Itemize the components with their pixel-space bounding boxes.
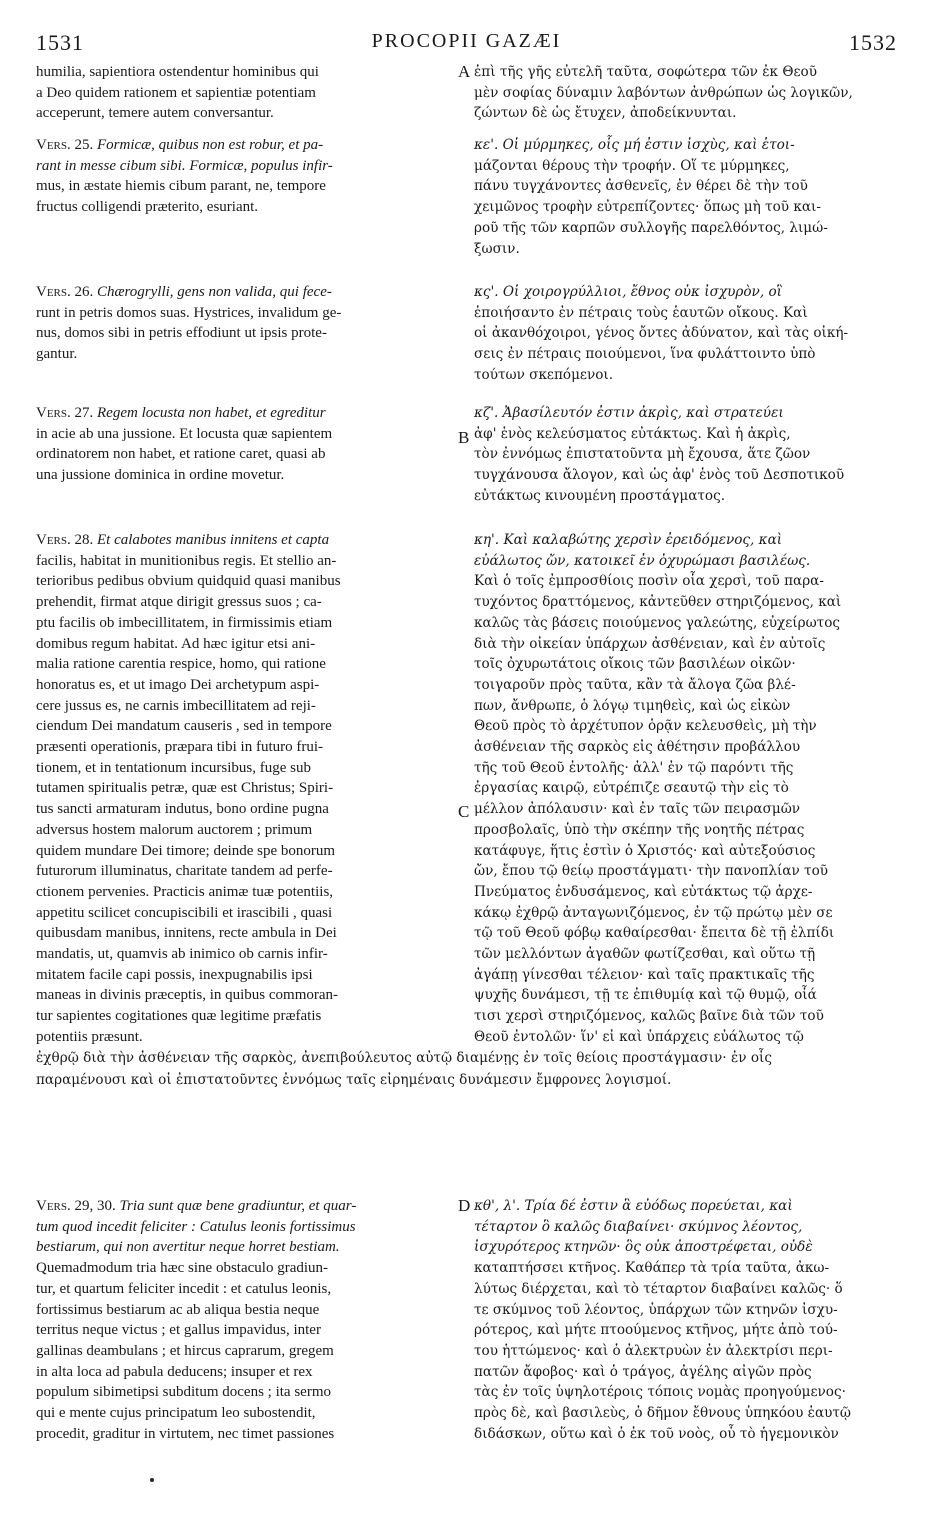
latin-line: runt in petris domos suas. Hystrices, invalidum ge-	[36, 304, 342, 321]
latin-line: Quemadmodum tria hæc sine obstaculo gradiun-	[36, 1260, 329, 1277]
latin-line: fructus colligendi præterito, esuriant.	[36, 199, 259, 216]
greek-line: τοιγαροῦν πρὸς ταῦτα, κἂν τὰ ἄλογα ζῶα βλέ-	[474, 676, 796, 693]
latin-line: tum quod incedit feliciter : Catulus leonis fortissimus	[36, 1218, 356, 1235]
latin-line: acceperunt, temere autem conversantur.	[36, 105, 274, 122]
latin-line: territus neque victus ; et gallus impavidus, inter	[36, 1322, 321, 1339]
greek-line: ἀγάπῃ γίνεσθαι τέλειον· καὶ ταῖς πρακτικαῖς τῆς	[474, 966, 815, 983]
latin-line: futurorum illuminatus, charitate tandem ad perfe-	[36, 863, 333, 880]
greek-verse-28	[474, 530, 894, 1048]
greek-line: Καὶ ὁ τοῖς ἐμπροσθίοις ποσὶν οἷα χερσὶ, τοῦ παρα-	[474, 573, 824, 590]
lemma-text: Chærogrylli, gens non valida, qui fece-	[93, 284, 332, 300]
verse-label: Vers. 25.	[36, 137, 94, 153]
greek-lemma-line: κη'. Καὶ καλαβώτης χερσὶν ἐρειδόμενος, καὶ	[474, 532, 783, 548]
margin-marker-c: C	[458, 802, 470, 821]
latin-line: gantur.	[36, 346, 78, 363]
latin-line: in alta loca ad pabula deducens; insuper et rex	[36, 1363, 313, 1380]
greek-line: κατάφυγε, ἥτις ἐστὶν ὁ Χριστός· καὶ αὐτεξούσιος	[474, 842, 816, 859]
greek-line: σεις ἐν πέτραις ποιούμενοι, ἵνα φυλάττοιντο ὑπὸ	[474, 346, 816, 363]
page-number-right: 1532	[849, 30, 897, 55]
latin-line: ciendum Dei mandatum causeris , sed in tempore	[36, 718, 332, 735]
greek-line: πατῶν ἄφοβος· καὶ ὁ τράγος, ἀγέλης αἰγῶν πρὸς	[474, 1363, 812, 1380]
greek-lemma-line: εὐάλωτος ὤν, κατοικεῖ ἐν ὀχυρώμασι βασιλέως.	[474, 552, 811, 569]
greek-line: ξωσιν.	[474, 240, 520, 257]
latin-line: ordinatorem non habet, et ratione caret, quasi ab	[36, 446, 326, 463]
latin-line: qui e mente cujus principatum leo subostendit,	[36, 1405, 316, 1422]
latin-line: appetitu scilicet concupiscibili et irascibili , quasi	[36, 904, 333, 921]
latin-line: gallinas deambulans ; et hircus caprarum, gregem	[36, 1342, 334, 1359]
greek-verse-25	[474, 135, 894, 259]
lemma-text: Formicæ, quibus non est robur, et pa-	[93, 137, 324, 153]
greek-line: λύτως διέρχεται, καὶ τὸ τέταρτον διαβαίνει καλῶς· ὅ	[474, 1280, 843, 1297]
latin-line: ptu facilis ob imbecillitatem, in firmissimis etiam	[36, 614, 333, 631]
latin-line: tur sapientes cogitationes quæ legitime præfatis	[36, 1008, 322, 1025]
greek-line: προσβολαῖς, ὑπὸ τὴν σκέπην τῆς νοητῆς πέτρας	[474, 821, 805, 838]
greek-line: μέλλον ἀπόλαυσιν· καὶ ἐν ταῖς τῶν πειρασμῶν	[474, 801, 801, 818]
greek-line: του ἡττώμενος· καὶ ὁ ἀλεκτρυὼν ἐν ἀλεκτρίσι περι-	[474, 1342, 833, 1359]
latin-line: præsenti operationis, præpara tibi in futuro frui-	[36, 739, 324, 756]
latin-line: facilis, habitat in munitionibus regis. Et stellio an-	[36, 552, 337, 569]
greek-line: τοῖς ὀχυρωτάτοις οἴκοις τῶν βασιλέων οἰκῶν·	[474, 656, 796, 673]
greek-line: πων, ἄνθρωπε, ὁ λόγῳ τιμηθεὶς, καὶ ὡς εἰκὼν	[474, 697, 791, 714]
greek-line: διὰ τὴν οἰκείαν ὑπάρχων ἀσθένειαν, καὶ ἐν αὐτοῖς	[474, 635, 826, 652]
greek-verse-27	[474, 403, 894, 507]
latin-verse-29-30	[36, 1196, 454, 1444]
latin-block-intro	[36, 62, 454, 124]
greek-line: τὰς ἐν τοῖς ὑψηλοτέροις τόποις νομὰς προηγούμενος·	[474, 1384, 846, 1401]
latin-line: malia ratione carentia respice, homo, qui ratione	[36, 656, 326, 673]
greek-lemma-line: κε'. Οἱ μύρμηκες, οἷς μή ἐστιν ἰσχὺς, καὶ ἑτοι-	[474, 137, 795, 153]
greek-line: τῶν μελλόντων ἀγαθῶν φωτίζεσθαι, καὶ οὕτω τῇ	[474, 946, 816, 963]
verse-label: Vers. 27.	[36, 405, 94, 421]
greek-line: τῷ τοῦ Θεοῦ φόβῳ καθαίρεσθαι· ἔπειτα δὲ τῇ ἐλπίδι	[474, 925, 835, 942]
greek-line: τισι χερσὶ στηριζόμενος, καλῶς βαῖνε διὰ τῶν τοῦ	[474, 1008, 824, 1025]
latin-line: tus sancti armaturam indutus, bono ordine pugna	[36, 801, 329, 818]
lemma-text: Et calabotes manibus innitens et capta	[93, 532, 330, 548]
running-title: PROCOPII GAZÆI	[371, 30, 562, 52]
lemma-text: Regem locusta non habet, et egreditur	[93, 405, 326, 421]
greek-verse-29-30	[474, 1196, 894, 1444]
greek-line: ἐπὶ τῆς γῆς εὐτελῆ ταῦτα, σοφώτερα τῶν ἐκ Θεοῦ	[474, 64, 817, 80]
verse-label: Vers. 28.	[36, 532, 94, 548]
latin-line: procedit, graditur in virtutem, nec timet passiones	[36, 1425, 335, 1442]
latin-line: domibus regum habitat. Ad hæc igitur etsi ani-	[36, 635, 316, 652]
greek-line: χειμῶνος τροφὴν εὐτρεπίζοντες· ὅπως μὴ τοῦ και-	[474, 199, 821, 216]
greek-line: ρότερος, καὶ μήτε πτοούμενος κτῆνος, μήτε ἀπὸ τού-	[474, 1322, 838, 1339]
greek-line: τυχόντος δραττόμενος, κἀντεῦθεν στηριζόμενος, καὶ	[474, 594, 842, 611]
latin-line: nus, domos sibi in petris effodiunt ut ipsis prote-	[36, 325, 327, 342]
greek-lemma-line: κς'. Οἱ χοιρογρύλλιοι, ἔθνος οὐκ ἰσχυρὸν, οἳ	[474, 284, 782, 300]
greek-line: ἀφ' ἑνὸς κελεύσματος εὐτάκτως. Καὶ ἡ ἀκρὶς,	[474, 425, 791, 442]
page-number-left: 1531	[36, 30, 84, 55]
greek-line: οἱ ἀκανθόχοιροι, γένος ὄντες ἀδύνατον, καὶ τὰς οἰκή-	[474, 325, 849, 342]
greek-line: καταπτήσσει κτῆνος. Καθάπερ τὰ τρία ταῦτα, ἀκω-	[474, 1260, 830, 1277]
latin-line: in acie ab una jussione. Et locusta quæ sapientem	[36, 425, 333, 442]
greek-line: μάζονται θέρους τὴν τροφήν. Οἵ τε μύρμηκες,	[474, 157, 790, 174]
greek-verse-26	[474, 282, 894, 386]
latin-line: bestiarum, qui non avertitur neque horret bestiam.	[36, 1239, 340, 1256]
greek-line: διδάσκων, οὕτω καὶ ὁ ἐκ τοῦ νοὸς, οὗ τὸ ἡγεμονικὸν	[474, 1425, 839, 1442]
latin-line: populum sibimetipsi subditum docens ; ita sermo	[36, 1384, 331, 1401]
greek-line: ψυχῆς δυνάμεσι, τῇ τε ἐπιθυμίᾳ καὶ τῷ θυμῷ, οἷά	[474, 987, 817, 1004]
greek-line: τῆς τοῦ Θεοῦ ἐντολῆς· ἀλλ' ἐν τῷ παρόντι τῆς	[474, 759, 794, 776]
greek-line: τὸν ἐννόμως ἐπιστατοῦντα μὴ ἔχουσα, ἅτε ζῶον	[474, 446, 811, 463]
latin-line: mus, in æstate hiemis cibum parant, ne, tempore	[36, 178, 326, 195]
latin-line: ctionem pervenies. Practicis animæ tuæ potentiis,	[36, 883, 334, 900]
latin-line: quibusdam manibus, innitens, recte ambula in Dei	[36, 925, 337, 942]
greek-line: πρὸς δὲ, καὶ βασιλεὺς, ὁ δῆμον ἔθνους ὑπηκόου ἑαυτῷ	[474, 1405, 852, 1422]
greek-line: κάκῳ ἐχθρῷ ἀνταγωνιζόμενος, ἐν τῷ πρώτῳ μὲν σε	[474, 904, 833, 921]
greek-line: Πνεύματος ἐνδυσάμενος, καὶ εὐτάκτως τῷ ἀρχε-	[474, 883, 813, 900]
latin-line: potentiis præsunt.	[36, 1028, 143, 1045]
greek-block-intro	[474, 62, 894, 124]
greek-lemma-line: τέταρτον ὃ καλῶς διαβαίνει· σκύμνος λέοντος,	[474, 1218, 803, 1235]
latin-line: fortissimus bestiarum ac ab aliqua bestia neque	[36, 1301, 320, 1318]
lemma-text: Tria sunt quæ bene gradiuntur, et quar-	[115, 1198, 357, 1214]
spanning-line: ἐχθρῷ διὰ τὴν ἀσθένειαν τῆς σαρκὸς, ἀνεπιβούλευτος αὐτῷ διαμένῃς ἐν τοῖς θείοις προστάγμασιν· ἐν οἷς	[36, 1050, 772, 1066]
greek-line: ὤν, ἔπου τῷ θείῳ προστάγματι· τὴν πανοπλίαν τοῦ	[474, 863, 829, 880]
spanning-line: παραμένουσι καὶ οἱ ἐπιστατοῦντες ἐννόμως ταῖς εἰρημέναις δυνάμεσιν ἔμφρονες λογισμοί.	[36, 1072, 672, 1088]
greek-line: ροῦ τῆς τῶν καρπῶν συλλογῆς παρελθόντος, λιμώ-	[474, 219, 828, 236]
latin-line: tionem, et in tentationum incursibus, fuge sub	[36, 759, 311, 776]
greek-lemma-line: ἰσχυρότερος κτηνῶν· ὃς οὐκ ἀποστρέφεται, οὐδὲ	[474, 1239, 813, 1256]
latin-line: quidem mundare Dei timore; deinde spe bonorum	[36, 842, 336, 859]
latin-line: una jussione dominica in ordine movetur.	[36, 467, 285, 484]
greek-line: τυγχάνουσα ἄλογον, καὶ ὡς ἀφ' ἑνὸς τοῦ Δεσποτικοῦ	[474, 467, 845, 484]
latin-line: mandatis, ut, quamvis ab inimico ob carnis infir-	[36, 946, 328, 963]
margin-marker-a: A	[458, 62, 471, 81]
greek-line: Θεοῦ ἐντολῶν· ἵν' εἰ καὶ ὑπάρχεις εὐάλωτος τῷ	[474, 1028, 804, 1045]
margin-marker-d: D	[458, 1196, 471, 1215]
latin-line: tur, et quartum feliciter incedit : et catulus leonis,	[36, 1280, 332, 1297]
verse-label: Vers. 29, 30.	[36, 1198, 116, 1214]
latin-line: prehendit, firmat atque dirigit gressus suos ; ca-	[36, 594, 322, 611]
greek-line: πάνυ τυγχάνοντες ἀσθενεῖς, ἐν θέρει δὲ τὴν τοῦ	[474, 178, 808, 195]
greek-line: τε σκύμνος τοῦ λέοντος, ὑπάρχων τῶν κτηνῶν ἰσχυ-	[474, 1301, 838, 1318]
latin-line: maneas in divinis præceptis, in quibus commoran-	[36, 987, 339, 1004]
latin-verse-27	[36, 403, 454, 486]
latin-line: adversus hostem malorum auctorem ; primum	[36, 821, 313, 838]
latin-line: terioribus pedibus obvium quidquid quasi manibus	[36, 573, 341, 590]
greek-line: ἐργασίας καιρῷ, εὐτρέπιζε σεαυτῷ τὴν εἰς τὸ	[474, 780, 789, 797]
greek-line: εὐτάκτως κινουμένη προστάγματος.	[474, 487, 726, 504]
verse-label: Vers. 26.	[36, 284, 94, 300]
latin-line: rant in messe cibum sibi. Formicæ, populus infir-	[36, 157, 333, 174]
latin-verse-28	[36, 530, 454, 1048]
latin-line: mitatem facile capi possis, inexpugnabilis ipsi	[36, 966, 313, 983]
print-speck	[150, 1478, 154, 1482]
latin-verse-25	[36, 135, 454, 218]
margin-marker-b: B	[458, 428, 470, 447]
latin-line: honoratus es, et ut imago Dei archetypum aspi-	[36, 676, 320, 693]
latin-line: tutamen spiritualis petræ, quæ est Christus; Spiri-	[36, 780, 334, 797]
latin-verse-26	[36, 282, 454, 365]
latin-line: cere jussus es, ne carnis imbecillitatem ad reji-	[36, 697, 316, 714]
page-header	[36, 30, 897, 56]
greek-line: Θεοῦ πρὸς τὸ ἀρχέτυπον ὁρᾷν κελευσθεὶς, μὴ τὴν	[474, 718, 817, 735]
greek-line: καλῶς τὰς βάσεις ποιούμενος γαλεώτης, εὐχείρωτος	[474, 614, 841, 631]
greek-line: ἀσθένειαν τῆς σαρκὸς εἰς ἀθέτησιν προβάλλου	[474, 739, 801, 756]
latin-line: a Deo quidem rationem et sapientiæ potentiam	[36, 84, 316, 101]
greek-line: ἐποιήσαντο ἐν πέτραις τοὺς ἑαυτῶν οἴκους. Καὶ	[474, 304, 808, 321]
greek-line: μὲν σοφίας δύναμιν λαβόντων ἀνθρώπων ὡς λογικῶν,	[474, 84, 853, 101]
greek-lemma-line: κθ', λ'. Τρία δέ ἐστιν ἃ εὐόδως πορεύεται, καὶ	[474, 1198, 793, 1214]
greek-line: ζώντων δὲ ὡς ἔτυχεν, ἀποδείκνυνται.	[474, 105, 737, 122]
greek-line: τούτων σκεπόμενοι.	[474, 366, 614, 383]
greek-lemma-line: κζ'. Ἀβασίλευτόν ἐστιν ἀκρὶς, καὶ στρατεύει	[474, 405, 784, 421]
latin-line: humilia, sapientiora ostendentur hominibus qui	[36, 64, 319, 80]
